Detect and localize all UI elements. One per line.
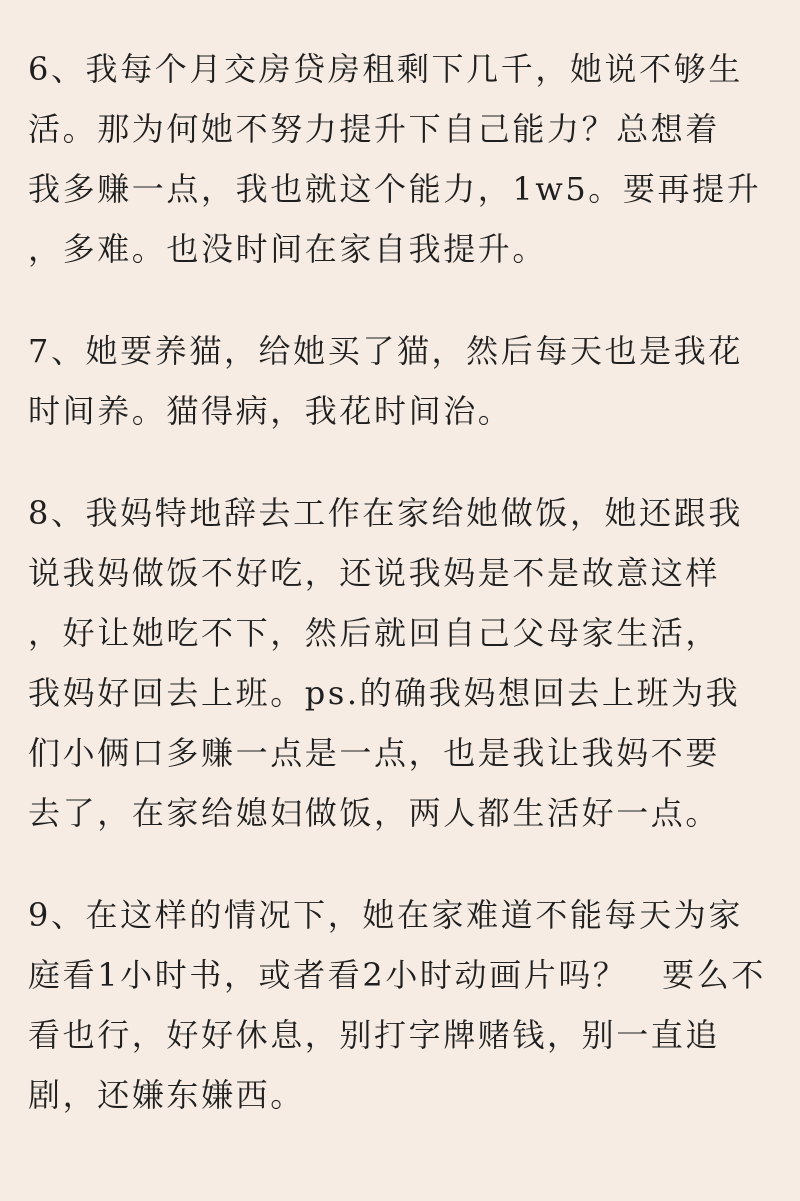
text-line: 说我妈做饭不好吃，还说我妈是不是故意这样	[28, 554, 721, 592]
text-line: 庭看1小时书，或者看2小时动画片吗？ 要么不	[28, 956, 766, 994]
text-line: 去了，在家给媳妇做饭，两人都生活好一点。	[28, 794, 721, 832]
text-line: 7、她要养猫，给她买了猫，然后每天也是我花	[28, 332, 743, 370]
paragraph-6	[28, 39, 776, 279]
text-line: 9、在这样的情况下，她在家难道不能每天为家	[28, 896, 743, 934]
text-line: 我多赚一点，我也就这个能力，1w5。要再提升	[28, 170, 762, 208]
text-line: 8、我妈特地辞去工作在家给她做饭，她还跟我	[28, 494, 743, 532]
paragraph-7	[28, 321, 776, 441]
paragraph-8	[28, 483, 776, 843]
text-line: 活。那为何她不努力提升下自己能力？总想着	[28, 110, 721, 148]
article-body	[28, 39, 776, 1167]
text-line: ，好让她吃不下，然后就回自己父母家生活，	[28, 614, 721, 652]
text-line: 看也行，好好休息，别打字牌赌钱，别一直追	[28, 1016, 721, 1054]
text-line: ，多难。也没时间在家自我提升。	[28, 230, 548, 268]
text-line: 们小俩口多赚一点是一点，也是我让我妈不要	[28, 734, 721, 772]
text-line: 时间养。猫得病，我花时间治。	[28, 392, 513, 430]
text-line: 6、我每个月交房贷房租剩下几千，她说不够生	[28, 50, 743, 88]
paragraph-9	[28, 885, 776, 1125]
text-line: 我妈好回去上班。ps.的确我妈想回去上班为我	[28, 674, 741, 712]
text-line: 剧，还嫌东嫌西。	[28, 1076, 305, 1114]
